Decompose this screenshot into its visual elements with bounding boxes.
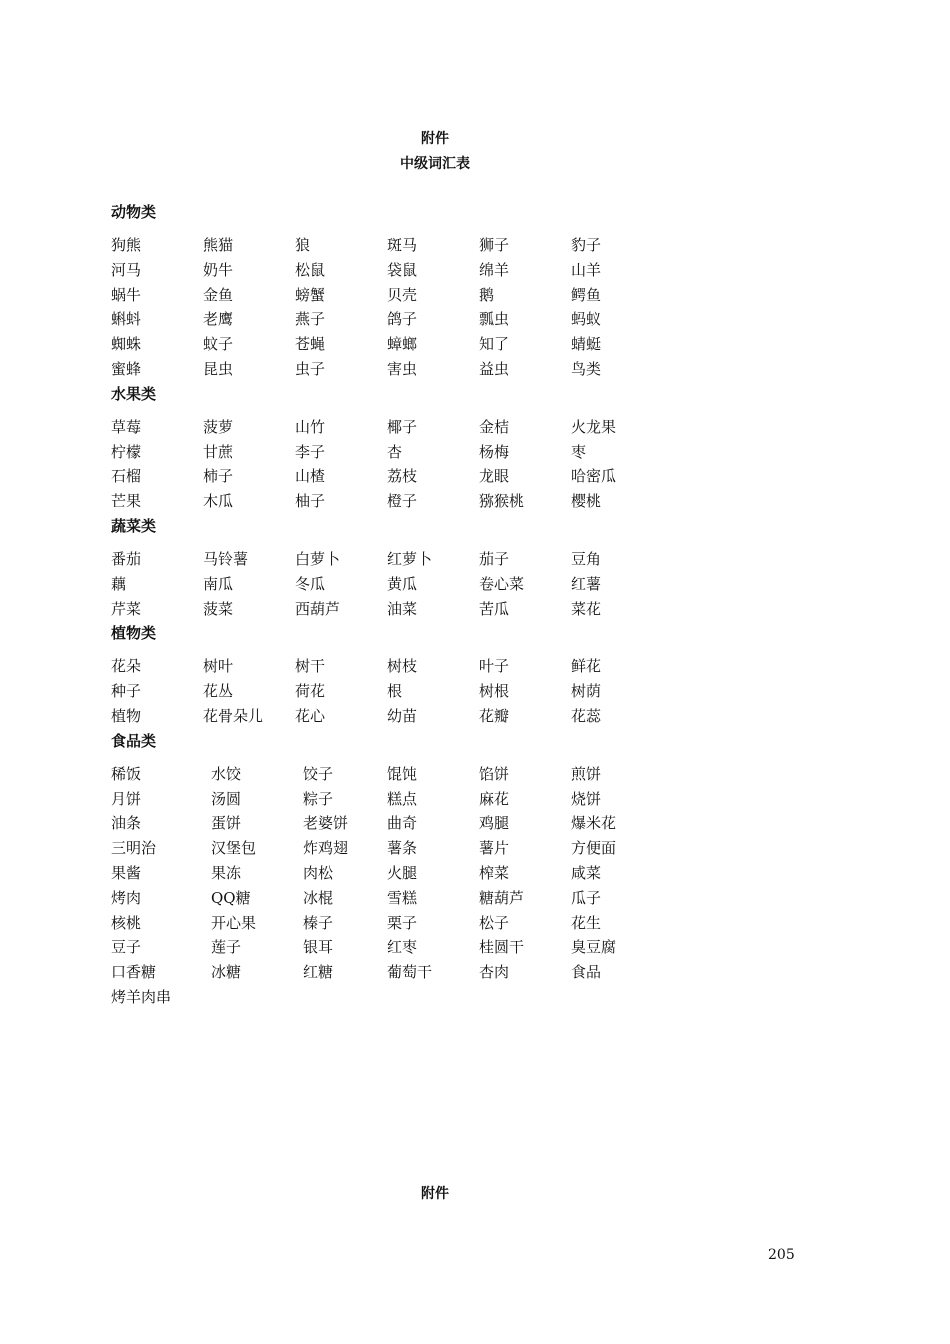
- vocabulary-word: 豹子: [571, 236, 602, 254]
- word-row: [111, 762, 671, 787]
- vocabulary-word: 害虫: [387, 359, 418, 378]
- vocabulary-word: 荔枝: [387, 467, 418, 486]
- vocabulary-word: 饺子: [303, 764, 334, 783]
- vocabulary-word: 薯条: [387, 839, 418, 858]
- vocabulary-word: 栗子: [387, 913, 418, 932]
- vocabulary-word: 肉松: [303, 863, 334, 882]
- vocabulary-word: 幼苗: [387, 706, 418, 725]
- vocabulary-word: 橙子: [387, 492, 418, 511]
- vocabulary-word: 榛子: [303, 913, 334, 932]
- vocabulary-word: 葡萄干: [387, 963, 433, 982]
- vocabulary-word: 山竹: [295, 417, 326, 436]
- vocabulary-word: 火龙果: [571, 417, 617, 436]
- vocabulary-word: 果冻: [211, 863, 242, 882]
- word-row: [111, 861, 671, 886]
- vocabulary-word: 蟑螂: [387, 335, 418, 354]
- vocabulary-word: 爆米花: [571, 814, 617, 833]
- vocabulary-word: 椰子: [387, 417, 418, 436]
- vocabulary-word: 方便面: [571, 839, 617, 858]
- vocabulary-word: 河马: [111, 260, 142, 279]
- vocabulary-list: [111, 200, 671, 1010]
- vocabulary-word: 杏: [387, 442, 403, 461]
- vocabulary-word: 冰糖: [211, 963, 242, 982]
- vocabulary-word: 花骨朵儿: [203, 706, 264, 725]
- page-number: 205: [768, 1247, 795, 1263]
- vocabulary-word: 杨梅: [479, 442, 510, 461]
- vocabulary-word: 豆子: [111, 938, 142, 957]
- vocabulary-word: 油菜: [387, 599, 418, 618]
- vocabulary-word: 糖葫芦: [479, 888, 525, 907]
- vocabulary-word: 奶牛: [203, 260, 234, 279]
- vocabulary-word: 瓜子: [571, 888, 602, 907]
- vocabulary-word: 菠菜: [203, 599, 234, 618]
- vocabulary-word: 糕点: [387, 789, 418, 808]
- vocabulary-word: 雪糕: [387, 888, 418, 907]
- vocabulary-word: 李子: [295, 442, 326, 461]
- vocabulary-word: 臭豆腐: [571, 938, 617, 957]
- vocabulary-word: 石榴: [111, 467, 142, 486]
- vocabulary-word: 炸鸡翅: [303, 839, 349, 858]
- vocabulary-word: 红薯: [571, 574, 602, 593]
- vocabulary-word: 树干: [295, 657, 326, 676]
- vocabulary-word: 白萝卜: [295, 549, 341, 568]
- vocabulary-word: 桂圆干: [479, 938, 525, 957]
- vocabulary-word: 烧饼: [571, 789, 602, 808]
- vocabulary-word: 南瓜: [203, 574, 234, 593]
- vocabulary-word: 豆角: [571, 549, 602, 568]
- word-row: [111, 357, 671, 382]
- vocabulary-word: 花丛: [203, 682, 234, 701]
- vocabulary-word: 根: [387, 682, 403, 701]
- vocabulary-word: 山羊: [571, 260, 602, 279]
- vocabulary-word: 虫子: [295, 359, 326, 378]
- vocabulary-word: 鳄鱼: [571, 285, 602, 304]
- word-row: [111, 440, 671, 465]
- word-row: [111, 258, 671, 283]
- category-title: 食品类: [111, 731, 157, 750]
- word-row: [111, 811, 671, 836]
- vocabulary-word: 松子: [479, 913, 510, 932]
- vocabulary-word: 益虫: [479, 359, 510, 378]
- vocabulary-word: 猕猴桃: [479, 492, 525, 511]
- vocabulary-word: 树叶: [203, 657, 234, 676]
- vocabulary-word: 知了: [479, 335, 510, 354]
- vocabulary-word: 种子: [111, 682, 142, 701]
- vocabulary-word: 柠檬: [111, 442, 142, 461]
- vocabulary-word: 燕子: [295, 310, 326, 329]
- vocabulary-word: 鸡腿: [479, 814, 510, 833]
- document-header: 附件: [421, 131, 449, 147]
- vocabulary-word: 绵羊: [479, 260, 510, 279]
- vocabulary-word: 榨菜: [479, 863, 510, 882]
- vocabulary-word: 蚊子: [203, 335, 234, 354]
- vocabulary-word: 银耳: [303, 938, 334, 957]
- category-title: 蔬菜类: [111, 516, 157, 535]
- vocabulary-word: 狼: [295, 236, 311, 254]
- vocabulary-word: 薯片: [479, 839, 510, 858]
- vocabulary-word: 树荫: [571, 682, 602, 701]
- vocabulary-word: 曲奇: [387, 814, 418, 833]
- vocabulary-word: 叶子: [479, 657, 510, 676]
- word-row: [111, 307, 671, 332]
- vocabulary-word: 蛋饼: [211, 814, 242, 833]
- vocabulary-word: 藕: [111, 574, 127, 593]
- word-row: [111, 233, 671, 258]
- vocabulary-word: 烤羊肉串: [111, 987, 172, 1006]
- vocabulary-word: 馄饨: [387, 764, 418, 783]
- vocabulary-word: 鸽子: [387, 310, 418, 329]
- vocabulary-word: 蜘蛛: [111, 335, 142, 354]
- vocabulary-word: 木瓜: [203, 492, 234, 511]
- vocabulary-word: 树根: [479, 682, 510, 701]
- vocabulary-word: 植物: [111, 706, 142, 725]
- word-row: [111, 547, 671, 572]
- vocabulary-word: 开心果: [211, 913, 257, 932]
- vocabulary-word: 草莓: [111, 417, 142, 436]
- vocabulary-word: 熊猫: [203, 236, 234, 254]
- vocabulary-word: 柿子: [203, 467, 234, 486]
- word-row: [111, 283, 671, 308]
- word-row: [111, 960, 671, 985]
- vocabulary-word: 金桔: [479, 417, 510, 436]
- vocabulary-word: 狗熊: [111, 236, 142, 254]
- vocabulary-word: 稀饭: [111, 764, 142, 783]
- vocabulary-word: 食品: [571, 963, 602, 982]
- vocabulary-word: 樱桃: [571, 492, 602, 511]
- vocabulary-word: 汤圆: [211, 789, 242, 808]
- vocabulary-word: 花朵: [111, 657, 142, 676]
- vocabulary-word: 马铃薯: [203, 549, 249, 568]
- vocabulary-word: 袋鼠: [387, 260, 418, 279]
- vocabulary-word: 老婆饼: [303, 814, 349, 833]
- vocabulary-word: 芒果: [111, 492, 142, 511]
- vocabulary-word: 花生: [571, 913, 602, 932]
- vocabulary-word: 红枣: [387, 938, 418, 957]
- vocabulary-word: 花蕊: [571, 706, 602, 725]
- vocabulary-word: 蜗牛: [111, 285, 142, 304]
- vocabulary-word: 狮子: [479, 236, 510, 254]
- vocabulary-word: 馅饼: [479, 764, 510, 783]
- word-row: [111, 886, 671, 911]
- vocabulary-word: 芹菜: [111, 599, 142, 618]
- word-row: [111, 836, 671, 861]
- vocabulary-word: 水饺: [211, 764, 242, 783]
- vocabulary-word: 麻花: [479, 789, 510, 808]
- vocabulary-word: 螃蟹: [295, 285, 326, 304]
- vocabulary-word: 月饼: [111, 789, 142, 808]
- word-row: [111, 489, 671, 514]
- vocabulary-word: 昆虫: [203, 359, 234, 378]
- word-row: [111, 787, 671, 812]
- vocabulary-word: 老鹰: [203, 310, 234, 329]
- category-title: 水果类: [111, 384, 157, 403]
- vocabulary-word: 金鱼: [203, 285, 234, 304]
- vocabulary-word: 卷心菜: [479, 574, 525, 593]
- vocabulary-word: 杏肉: [479, 963, 510, 982]
- vocabulary-word: 菜花: [571, 599, 602, 618]
- vocabulary-word: 斑马: [387, 236, 418, 254]
- vocabulary-word: 茄子: [479, 549, 510, 568]
- vocabulary-word: 鸟类: [571, 359, 602, 378]
- vocabulary-word: 蜻蜓: [571, 335, 602, 354]
- vocabulary-word: 鹅: [479, 285, 495, 304]
- vocabulary-word: 红萝卜: [387, 549, 433, 568]
- vocabulary-word: 口香糖: [111, 963, 157, 982]
- category-title: 动物类: [111, 203, 157, 221]
- vocabulary-word: 花心: [295, 706, 326, 725]
- vocabulary-word: 哈密瓜: [571, 467, 617, 486]
- document-title: 中级词汇表: [400, 156, 470, 172]
- vocabulary-word: 龙眼: [479, 467, 510, 486]
- vocabulary-word: 蝌蚪: [111, 310, 142, 329]
- vocabulary-word: 冰棍: [303, 888, 334, 907]
- vocabulary-word: 果酱: [111, 863, 142, 882]
- vocabulary-word: 粽子: [303, 789, 334, 808]
- word-row: [111, 679, 671, 704]
- word-row: [111, 415, 671, 440]
- vocabulary-word: 苍蝇: [295, 335, 326, 354]
- word-row: [111, 464, 671, 489]
- vocabulary-word: 黄瓜: [387, 574, 418, 593]
- vocabulary-word: 鲜花: [571, 657, 602, 676]
- vocabulary-word: 汉堡包: [211, 839, 257, 858]
- vocabulary-word: 树枝: [387, 657, 418, 676]
- vocabulary-word: 菠萝: [203, 417, 234, 436]
- vocabulary-word: 三明治: [111, 839, 157, 858]
- vocabulary-word: 蜜蜂: [111, 359, 142, 378]
- vocabulary-word: 苦瓜: [479, 599, 510, 618]
- category-title: 植物类: [111, 624, 157, 643]
- word-row: [111, 911, 671, 936]
- vocabulary-word: 贝壳: [387, 285, 418, 304]
- word-row: [111, 935, 671, 960]
- word-row: [111, 654, 671, 679]
- vocabulary-word: 番茄: [111, 549, 142, 568]
- word-row: [111, 572, 671, 597]
- vocabulary-word: 瓢虫: [479, 310, 510, 329]
- vocabulary-word: 蚂蚁: [571, 310, 602, 329]
- word-row: [111, 704, 671, 729]
- word-row: [111, 332, 671, 357]
- vocabulary-word: 荷花: [295, 682, 326, 701]
- vocabulary-word: 油条: [111, 814, 142, 833]
- vocabulary-word: 花瓣: [479, 706, 510, 725]
- word-row: [111, 985, 671, 1010]
- vocabulary-word: 松鼠: [295, 260, 326, 279]
- vocabulary-word: 煎饼: [571, 764, 602, 783]
- vocabulary-word: 核桃: [111, 913, 142, 932]
- vocabulary-word: 烤肉: [111, 888, 142, 907]
- vocabulary-word: 火腿: [387, 863, 418, 882]
- footer-label: 附件: [421, 1186, 449, 1202]
- vocabulary-word: 西葫芦: [295, 599, 341, 618]
- vocabulary-word: 枣: [571, 442, 587, 461]
- vocabulary-word: 红糖: [303, 963, 334, 982]
- vocabulary-word: QQ糖: [211, 888, 251, 907]
- word-row: [111, 597, 671, 622]
- vocabulary-word: 甘蔗: [203, 442, 234, 461]
- vocabulary-word: 山楂: [295, 467, 326, 486]
- vocabulary-word: 莲子: [211, 938, 242, 957]
- vocabulary-word: 咸菜: [571, 863, 602, 882]
- vocabulary-word: 柚子: [295, 492, 326, 511]
- vocabulary-word: 冬瓜: [295, 574, 326, 593]
